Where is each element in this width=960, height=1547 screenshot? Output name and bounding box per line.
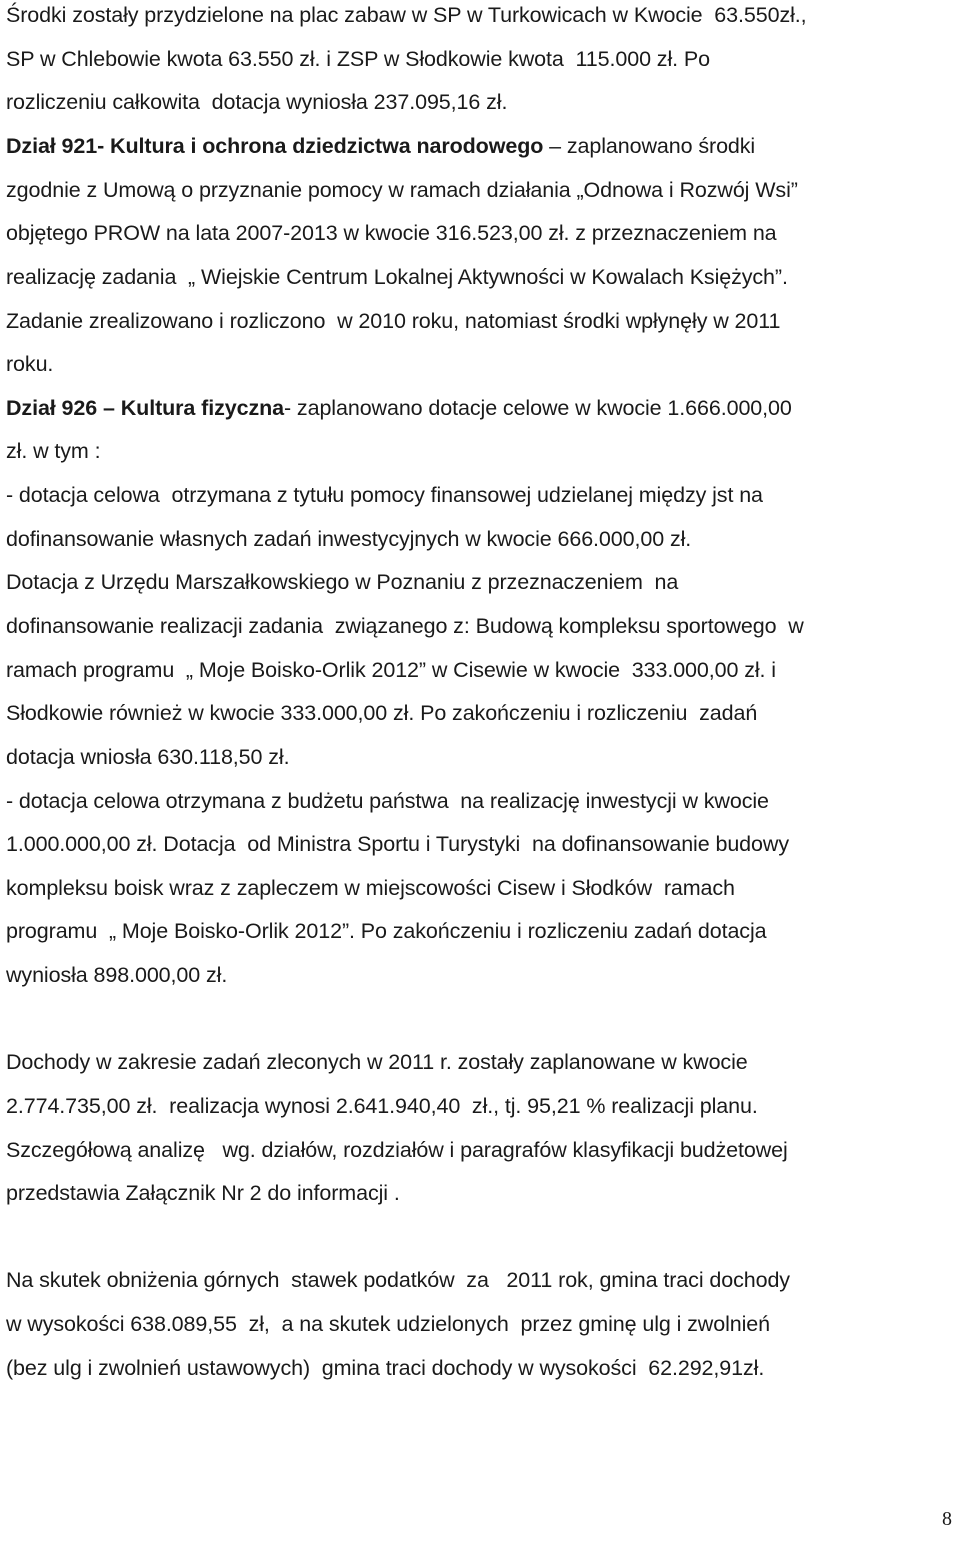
text-line — [6, 657, 776, 683]
text-line — [6, 177, 798, 203]
text-segment: rozliczeniu całkowita dotacja wyniosła 237.095,16 zł. — [6, 90, 508, 114]
text-segment: - zaplanowano dotacje celowe w kwocie 1.666.000,00 — [284, 396, 792, 420]
text-line — [6, 308, 780, 334]
text-segment: Środki zostały przydzielone na plac zabaw w SP w Turkowicach w Kwocie 63.550zł., — [6, 3, 807, 27]
bold-text-segment: Dział 926 – Kultura fizyczna — [6, 396, 284, 420]
text-line — [6, 569, 678, 595]
text-segment: – zaplanowano środki — [543, 134, 756, 158]
text-segment: zł. w tym : — [6, 439, 101, 463]
text-segment: dofinansowanie realizacji zadania związanego z: Budową kompleksu sportowego w — [6, 614, 804, 638]
text-line — [6, 1049, 748, 1075]
text-line — [6, 2, 807, 28]
text-line — [6, 1137, 788, 1163]
text-segment: - dotacja celowa otrzymana z budżetu państwa na realizację inwestycji w kwocie — [6, 789, 769, 813]
bold-text-segment: Dział 921- Kultura i ochrona dziedzictwa narodowego — [6, 134, 544, 158]
text-segment: ramach programu „ Moje Boisko-Orlik 2012” w Cisewie w kwocie 333.000,00 zł. i — [6, 658, 776, 682]
text-line — [6, 831, 789, 857]
text-line — [6, 1093, 758, 1119]
text-segment: 2.774.735,00 zł. realizacja wynosi 2.641.940,40 zł., tj. 95,21 % realizacji planu. — [6, 1094, 758, 1118]
text-segment: wyniosła 898.000,00 zł. — [6, 963, 228, 987]
text-segment: Szczegółową analizę wg. działów, rozdziałów i paragrafów klasyfikacji budżetowej — [6, 1138, 788, 1162]
text-line — [6, 395, 792, 421]
text-segment: kompleksu boisk wraz z zapleczem w miejscowości Cisew i Słodków ramach — [6, 876, 735, 900]
text-segment: - dotacja celowa otrzymana z tytułu pomocy finansowej udzielanej między jst na — [6, 483, 763, 507]
text-line — [6, 700, 757, 726]
text-line — [6, 788, 769, 814]
text-segment: Dochody w zakresie zadań zleconych w 2011 r. zostały zaplanowane w kwocie — [6, 1050, 748, 1074]
text-segment: w wysokości 638.089,55 zł, a na skutek udzielonych przez gminę ulg i zwolnień — [6, 1312, 771, 1336]
text-line — [6, 438, 100, 464]
text-line — [6, 46, 710, 72]
text-segment: Słodkowie również w kwocie 333.000,00 zł. Po zakończeniu i rozliczeniu zadań — [6, 701, 758, 725]
text-segment: Zadanie zrealizowano i rozliczono w 2010 roku, natomiast środki wpłynęły w 2011 — [6, 309, 781, 333]
text-line — [6, 351, 53, 377]
text-line — [6, 1355, 764, 1381]
text-line — [6, 1180, 400, 1206]
text-line — [6, 220, 777, 246]
text-line — [6, 1311, 770, 1337]
text-line — [6, 918, 767, 944]
text-line — [6, 613, 804, 639]
text-line — [6, 744, 289, 770]
text-segment: programu „ Moje Boisko-Orlik 2012”. Po zakończeniu i rozliczeniu zadań dotacja — [6, 919, 767, 943]
text-segment: przedstawia Załącznik Nr 2 do informacji . — [6, 1181, 400, 1205]
text-line — [6, 962, 227, 988]
text-segment: realizację zadania „ Wiejskie Centrum Lokalnej Aktywności w Kowalach Księżych”. — [6, 265, 788, 289]
text-segment: 1.000.000,00 zł. Dotacja od Ministra Sportu i Turystyki na dofinansowanie budowy — [6, 832, 789, 856]
text-segment: zgodnie z Umową o przyznanie pomocy w ramach działania „Odnowa i Rozwój Wsi” — [6, 178, 798, 202]
text-segment: (bez ulg i zwolnień ustawowych) gmina traci dochody w wysokości 62.292,91zł. — [6, 1356, 765, 1380]
page-number: 8 — [942, 1508, 952, 1530]
text-segment: dotacja wniosła 630.118,50 zł. — [6, 745, 290, 769]
text-segment: Dotacja z Urzędu Marszałkowskiego w Poznaniu z przeznaczeniem na — [6, 570, 679, 594]
text-segment: objętego PROW na lata 2007-2013 w kwocie 316.523,00 zł. z przeznaczeniem na — [6, 221, 777, 245]
text-line — [6, 875, 735, 901]
text-line — [6, 1267, 790, 1293]
text-segment: dofinansowanie własnych zadań inwestycyjnych w kwocie 666.000,00 zł. — [6, 527, 692, 551]
text-line — [6, 133, 755, 159]
text-line — [6, 482, 763, 508]
text-segment: SP w Chlebowie kwota 63.550 zł. i ZSP w Słodkowie kwota 115.000 zł. Po — [6, 47, 710, 71]
text-line — [6, 89, 507, 115]
text-line — [6, 526, 691, 552]
text-line — [6, 264, 788, 290]
text-segment: Na skutek obniżenia górnych stawek podatków za 2011 rok, gmina traci dochody — [6, 1268, 790, 1292]
text-segment: roku. — [6, 352, 54, 376]
